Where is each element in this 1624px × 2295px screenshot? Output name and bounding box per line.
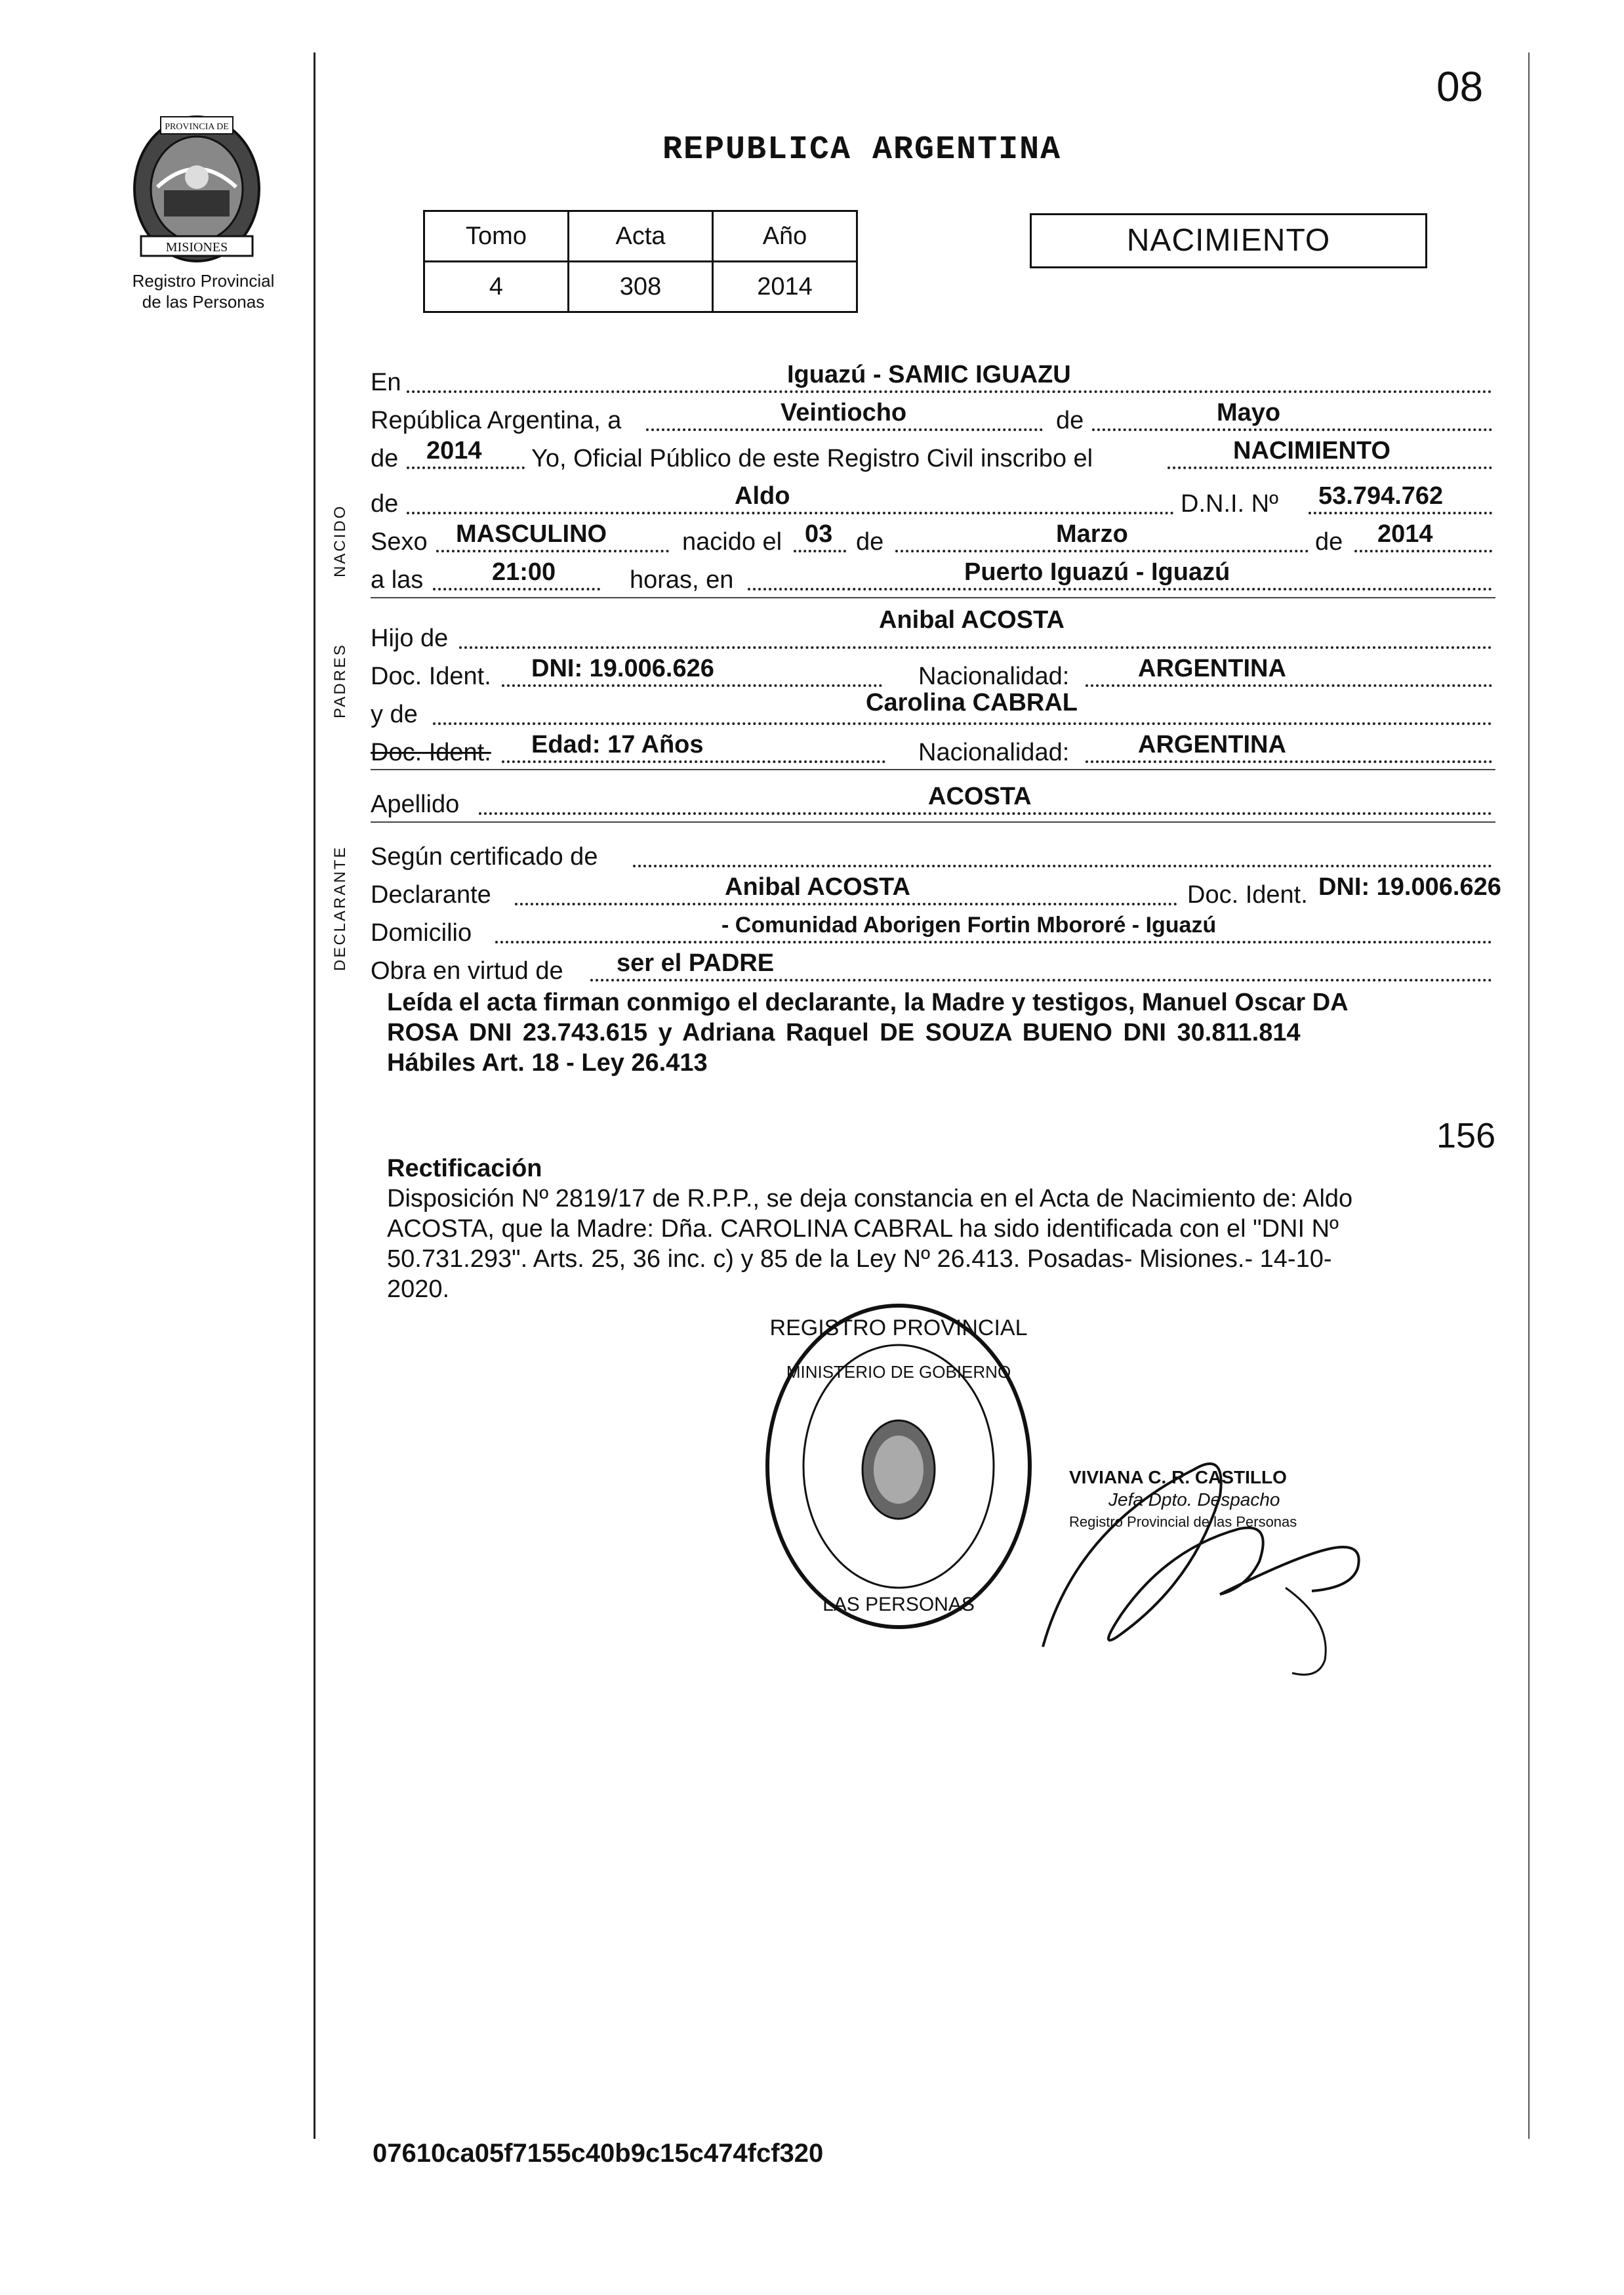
and-label: y de bbox=[371, 701, 418, 728]
dotted-line bbox=[748, 588, 1492, 590]
declarant-doc-value: DNI: 19.006.626 bbox=[1318, 873, 1501, 901]
declarant-label: Declarante bbox=[371, 881, 491, 909]
hours-label: horas, en bbox=[630, 566, 734, 594]
rectification-title: Rectificación bbox=[387, 1155, 542, 1182]
de-label: de bbox=[371, 445, 399, 472]
row-address bbox=[371, 908, 1495, 947]
right-margin-rule bbox=[1528, 52, 1530, 2139]
provincial-seal-emblem bbox=[118, 112, 275, 266]
de-label: de bbox=[371, 490, 399, 518]
dotted-line bbox=[1309, 512, 1492, 514]
handwritten-signature bbox=[1023, 1397, 1417, 1693]
birth-place-value: Puerto Iguazú - Iguazú bbox=[964, 558, 1230, 586]
son-of-label: Hijo de bbox=[371, 625, 449, 652]
section-label-declarant: DECLARANTE bbox=[331, 845, 349, 971]
row-surname bbox=[371, 779, 1495, 819]
record-table-header-tomo: Tomo bbox=[424, 211, 569, 262]
signer-title: Jefa Dpto. Despacho bbox=[1108, 1489, 1280, 1510]
dotted-line bbox=[1354, 550, 1492, 552]
nationality-label: Nacionalidad: bbox=[918, 739, 1070, 766]
sex-label: Sexo bbox=[371, 528, 428, 556]
dotted-line bbox=[433, 722, 1492, 725]
row-mother bbox=[371, 690, 1495, 729]
registry-label-line1: Registro Provincial bbox=[132, 271, 275, 291]
record-table-value-row bbox=[424, 262, 857, 312]
row-officer bbox=[371, 434, 1495, 473]
doc-label: Doc. Ident. bbox=[371, 663, 491, 690]
birth-month-value: Marzo bbox=[1056, 520, 1128, 548]
dotted-line bbox=[433, 588, 600, 590]
record-table-header-acta: Acta bbox=[569, 211, 713, 262]
left-margin-rule bbox=[314, 52, 315, 2139]
de-label: de bbox=[856, 528, 884, 556]
registry-label-line2: de las Personas bbox=[142, 292, 265, 312]
section-divider bbox=[371, 769, 1495, 770]
at-label: a las bbox=[371, 566, 424, 594]
father-nationality-value: ARGENTINA bbox=[1138, 655, 1286, 682]
record-type-box: NACIMIENTO bbox=[1030, 213, 1427, 268]
name-value: Aldo bbox=[735, 482, 790, 510]
svg-text:MISIONES: MISIONES bbox=[165, 240, 228, 255]
doc-label: Doc. Ident. bbox=[1187, 881, 1308, 909]
registry-label bbox=[92, 270, 315, 312]
row-father-doc bbox=[371, 651, 1495, 691]
record-table bbox=[423, 210, 858, 313]
row-name bbox=[371, 479, 1495, 518]
birth-year-value: 2014 bbox=[1377, 520, 1433, 548]
closing-paragraph bbox=[387, 987, 1349, 1078]
closing-line2: ROSA DNI 23.743.615 y Adriana Raquel DE SOUZA BUENO DNI 30.811.814 bbox=[387, 1019, 1301, 1046]
en-label: En bbox=[371, 369, 401, 396]
dotted-line bbox=[407, 390, 1492, 393]
by-virtue-value: ser el PADRE bbox=[617, 949, 775, 977]
rectification-line2: ACOSTA, que la Madre: Dña. CAROLINA CABRAL ha sido identificada con el "DNI Nº bbox=[387, 1215, 1339, 1243]
row-date bbox=[371, 396, 1495, 435]
rectification-number: 156 bbox=[1436, 1116, 1496, 1155]
dotted-line bbox=[459, 646, 1492, 649]
rectification-line3: 50.731.293". Arts. 25, 36 inc. c) y 85 de la Ley Nº 26.413. Posadas- Misiones.- 14-10- bbox=[387, 1245, 1332, 1273]
mother-value: Carolina CABRAL bbox=[866, 689, 1078, 716]
dotted-line bbox=[515, 903, 1177, 905]
declarant-value: Anibal ACOSTA bbox=[725, 873, 910, 901]
mother-nationality-value: ARGENTINA bbox=[1138, 731, 1286, 758]
section-divider bbox=[371, 821, 1495, 823]
month-value: Mayo bbox=[1217, 399, 1281, 426]
dotted-line bbox=[502, 684, 882, 687]
place-value: Iguazú - SAMIC IGUAZU bbox=[787, 361, 1071, 388]
record-table-header-row bbox=[424, 211, 857, 262]
row-by-virtue bbox=[371, 946, 1495, 985]
row-mother-doc bbox=[371, 728, 1495, 767]
nationality-label: Nacionalidad: bbox=[918, 663, 1070, 690]
born-label: nacido el bbox=[682, 528, 782, 556]
row-sex bbox=[371, 517, 1495, 556]
dotted-line bbox=[590, 979, 1492, 982]
record-table-value-acta: 308 bbox=[569, 262, 713, 312]
day-words-value: Veintiocho bbox=[781, 399, 907, 426]
svg-text:LAS PERSONAS: LAS PERSONAS bbox=[822, 1594, 975, 1615]
row-time bbox=[371, 555, 1495, 594]
dni-value: 53.794.762 bbox=[1318, 482, 1444, 510]
address-label: Domicilio bbox=[371, 919, 472, 947]
rectification-line4: 2020. bbox=[387, 1275, 450, 1303]
de-label: de bbox=[1056, 407, 1084, 434]
dotted-line bbox=[646, 428, 1043, 431]
rectification-line1: Disposición Nº 2819/17 de R.P.P., se deja constancia en el Acta de Nacimiento de: Aldo bbox=[387, 1185, 1353, 1212]
certificate-label: Según certificado de bbox=[371, 843, 598, 871]
country-title: REPUBLICA ARGENTINA bbox=[662, 131, 1062, 169]
act-type-value: NACIMIENTO bbox=[1233, 437, 1391, 465]
section-divider bbox=[371, 597, 1495, 598]
doc-label-struck: Doc. Ident. bbox=[371, 739, 491, 766]
section-label-parents: PADRES bbox=[331, 643, 349, 718]
dotted-line bbox=[479, 812, 1492, 815]
de-label: de bbox=[1315, 528, 1343, 556]
row-place bbox=[371, 358, 1495, 397]
dotted-line bbox=[407, 466, 525, 469]
father-value: Anibal ACOSTA bbox=[879, 606, 1065, 634]
svg-text:REGISTRO PROVINCIAL: REGISTRO PROVINCIAL bbox=[769, 1315, 1028, 1340]
address-value: - Comunidad Aborigen Fortin Mbororé - Iguazú bbox=[721, 913, 1217, 938]
official-stamp bbox=[761, 1296, 1036, 1637]
row-declarant bbox=[371, 870, 1501, 909]
dotted-line bbox=[502, 760, 885, 763]
dotted-line bbox=[794, 550, 846, 552]
svg-text:PROVINCIA DE: PROVINCIA DE bbox=[165, 122, 229, 132]
birth-day-value: 03 bbox=[805, 520, 833, 548]
dotted-line bbox=[1167, 466, 1492, 469]
signer-office: Registro Provincial de las Personas bbox=[1069, 1514, 1297, 1530]
signer-name: VIVIANA C. R. CASTILLO bbox=[1069, 1467, 1287, 1487]
record-table-value-year: 2014 bbox=[713, 262, 857, 312]
dotted-line bbox=[495, 941, 1492, 943]
closing-line1: Leída el acta firman conmigo el declarante, la Madre y testigos, Manuel Oscar DA bbox=[387, 989, 1349, 1016]
document-hash: 07610ca05f7155c40b9c15c474fcf320 bbox=[373, 2139, 824, 2168]
row-father bbox=[371, 606, 1495, 653]
record-table-value-tomo: 4 bbox=[424, 262, 569, 312]
officer-text: Yo, Oficial Público de este Registro Civil inscribo el bbox=[531, 445, 1093, 472]
surname-value: ACOSTA bbox=[928, 783, 1032, 810]
dni-label: D.N.I. Nº bbox=[1181, 490, 1278, 518]
dotted-line bbox=[436, 550, 669, 552]
mother-doc-value: Edad: 17 Años bbox=[531, 731, 704, 758]
dotted-line bbox=[633, 865, 1492, 867]
dotted-line bbox=[895, 550, 1309, 552]
rectification-block bbox=[387, 1153, 1352, 1304]
dotted-line bbox=[1086, 684, 1492, 687]
by-virtue-label: Obra en virtud de bbox=[371, 957, 563, 985]
surname-label: Apellido bbox=[371, 791, 460, 818]
section-label-born: NACIDO bbox=[331, 504, 349, 577]
svg-text:MINISTERIO DE GOBIERNO: MINISTERIO DE GOBIERNO bbox=[786, 1362, 1011, 1382]
year-value: 2014 bbox=[426, 437, 482, 465]
republic-label: República Argentina, a bbox=[371, 407, 622, 434]
row-certificate bbox=[371, 832, 1495, 871]
sex-value: MASCULINO bbox=[456, 520, 607, 548]
dotted-line bbox=[1092, 428, 1492, 431]
dotted-line bbox=[1086, 760, 1492, 763]
dotted-line bbox=[407, 512, 1174, 514]
record-table-header-year: Año bbox=[713, 211, 857, 262]
page-number: 08 bbox=[1436, 63, 1484, 110]
time-value: 21:00 bbox=[492, 558, 556, 586]
closing-line3: Hábiles Art. 18 - Ley 26.413 bbox=[387, 1049, 708, 1077]
father-doc-value: DNI: 19.006.626 bbox=[531, 655, 714, 682]
